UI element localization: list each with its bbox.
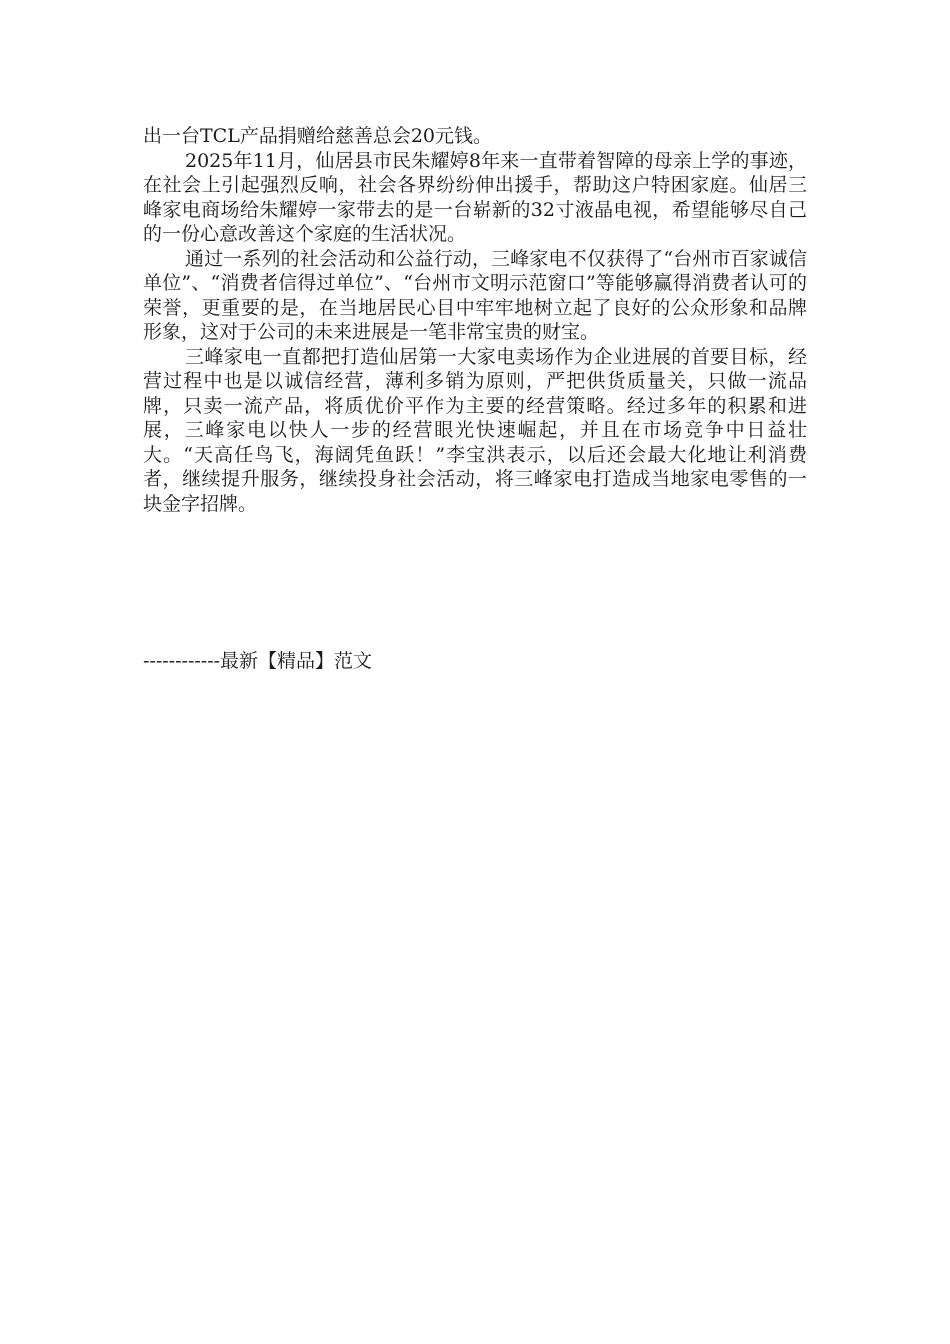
paragraph-strategy: 三峰家电一直都把打造仙居第一大家电卖场作为企业进展的首要目标，经营过程中也是以诚信经营，薄利多销为原则，严把供货质量关，只做一流品牌，只卖一流产品，将质优价平作为主要的经营策略。经过多年的积累和进展，三峰家电以快人一步的经营眼光快速崛起，并且在市场竞争中日益壮大。“天高任鸟飞，海阔凭鱼跃！”李宝洪表示，以后还会最大化地让利消费者，继续提升服务，继续投身社会活动，将三峰家电打造成当地家电零售的一块金字招牌。	[143, 345, 807, 515]
paragraph-continuation: 出一台TCL产品捐赠给慈善总会20元钱。	[143, 125, 493, 147]
paragraph-honors: 通过一系列的社会活动和公益行动，三峰家电不仅获得了“台州市百家诚信单位”、“消费者信得过单位”、“台州市文明示范窗口”等能够赢得消费者认可的荣誉，更重要的是，在当地居民心目中牢牢地树立起了良好的公众形象和品牌形象，这对于公司的未来进展是一笔非常宝贵的财宝。	[143, 247, 807, 343]
paragraph-2025-event: 2025年11月，仙居县市民朱耀婷8年来一直带着智障的母亲上学的事迹，在社会上引起强烈反响，社会各界纷纷伸出援手，帮助这户特困家庭。仙居三峰家电商场给朱耀婷一家带去的是一台崭新的32寸液晶电视，希望能够尽自己的一份心意改善这个家庭的生活状况。	[143, 149, 807, 245]
document-body	[143, 124, 807, 516]
footer-note: ------------最新【精品】范文	[143, 650, 373, 672]
